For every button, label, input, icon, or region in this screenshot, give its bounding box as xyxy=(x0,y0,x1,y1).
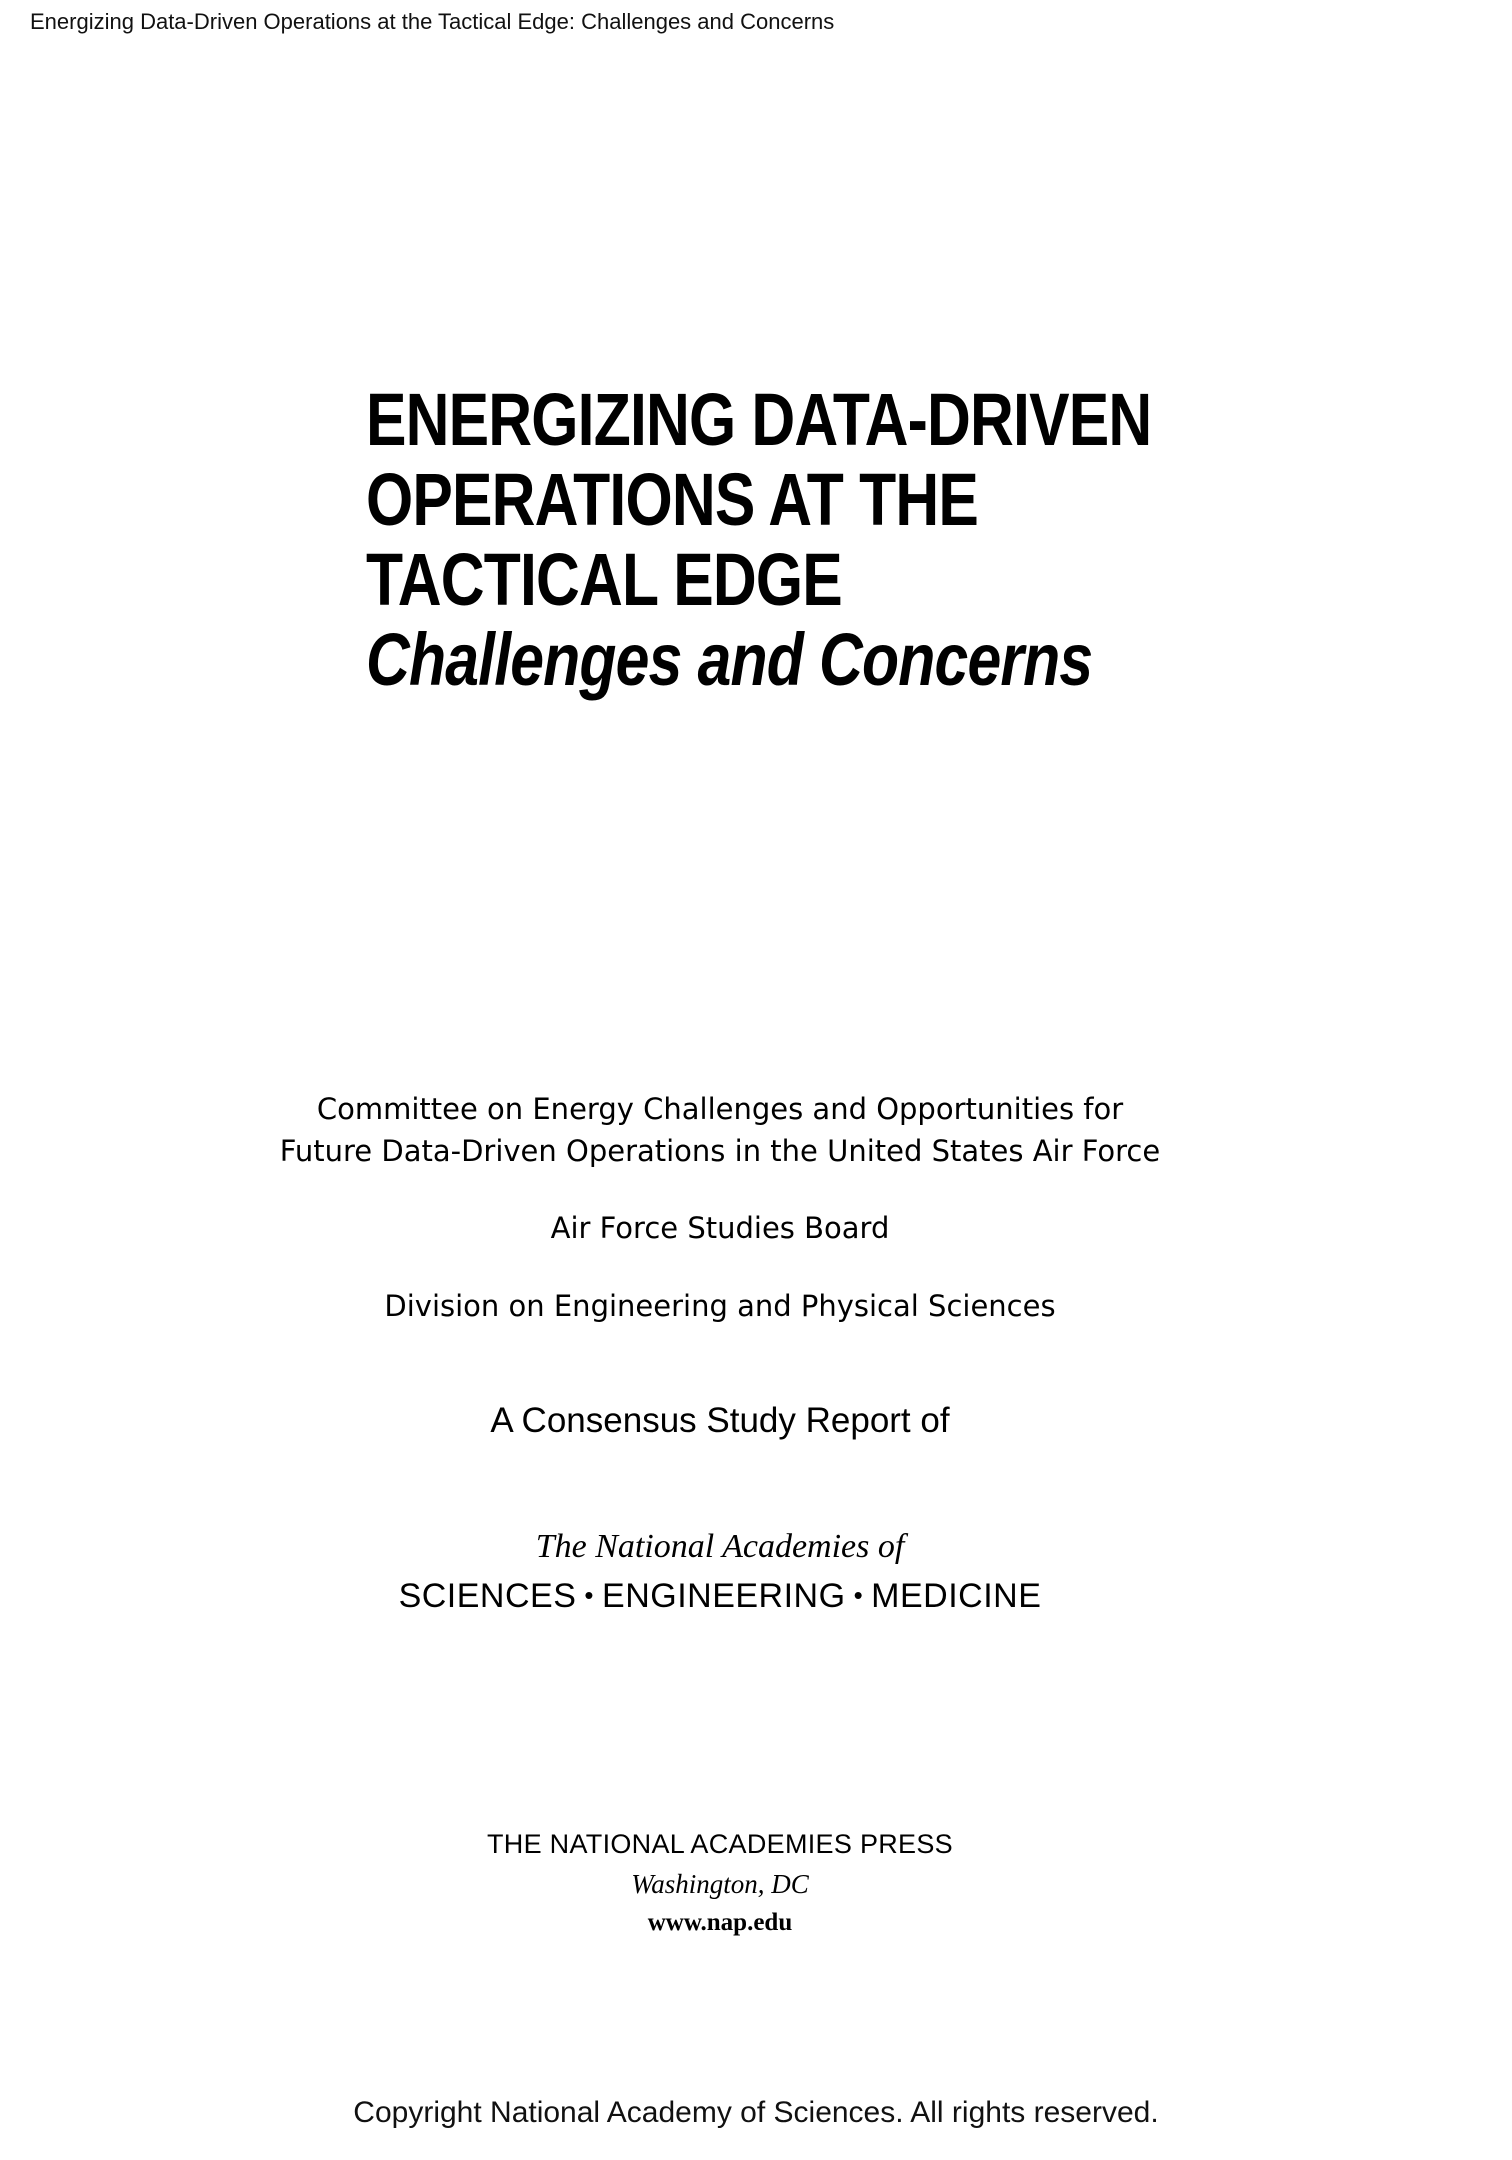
press-name: THE NATIONAL ACADEMIES PRESS xyxy=(486,1829,953,1859)
separator-dot: • xyxy=(584,1580,595,1610)
field-engineering: ENGINEERING xyxy=(602,1577,846,1615)
title-line-2: OPERATIONS AT THE xyxy=(366,458,978,541)
press-city: Washington, DC xyxy=(631,1869,809,1899)
committee-line-2: Future Data-Driven Operations in the United States Air Force xyxy=(279,1134,1161,1168)
committee-name xyxy=(0,1088,1440,1172)
academies-logo-name: The National Academies of xyxy=(535,1528,905,1565)
title-line-1: ENERGIZING DATA-DRIVEN xyxy=(366,378,1152,461)
consensus-statement: A Consensus Study Report of xyxy=(490,1401,950,1440)
subtitle: Challenges and Concerns xyxy=(366,618,1093,701)
copyright-footer: Copyright National Academy of Sciences. All rights reserved. xyxy=(353,2096,1159,2129)
field-sciences: SCIENCES xyxy=(398,1577,577,1615)
separator-dot: • xyxy=(853,1580,864,1610)
running-header: Energizing Data-Driven Operations at the Tactical Edge: Challenges and Concerns xyxy=(30,9,835,34)
press-url: www.nap.edu xyxy=(647,1909,793,1936)
academies-logo-fields xyxy=(0,1573,1440,1618)
division-name: Division on Engineering and Physical Sciences xyxy=(384,1289,1056,1323)
title-line-3: TACTICAL EDGE xyxy=(366,538,842,621)
board-name: Air Force Studies Board xyxy=(550,1211,890,1245)
field-medicine: MEDICINE xyxy=(871,1577,1042,1615)
title-block xyxy=(366,380,1266,700)
committee-line-1: Committee on Energy Challenges and Opportunities for xyxy=(316,1092,1124,1126)
